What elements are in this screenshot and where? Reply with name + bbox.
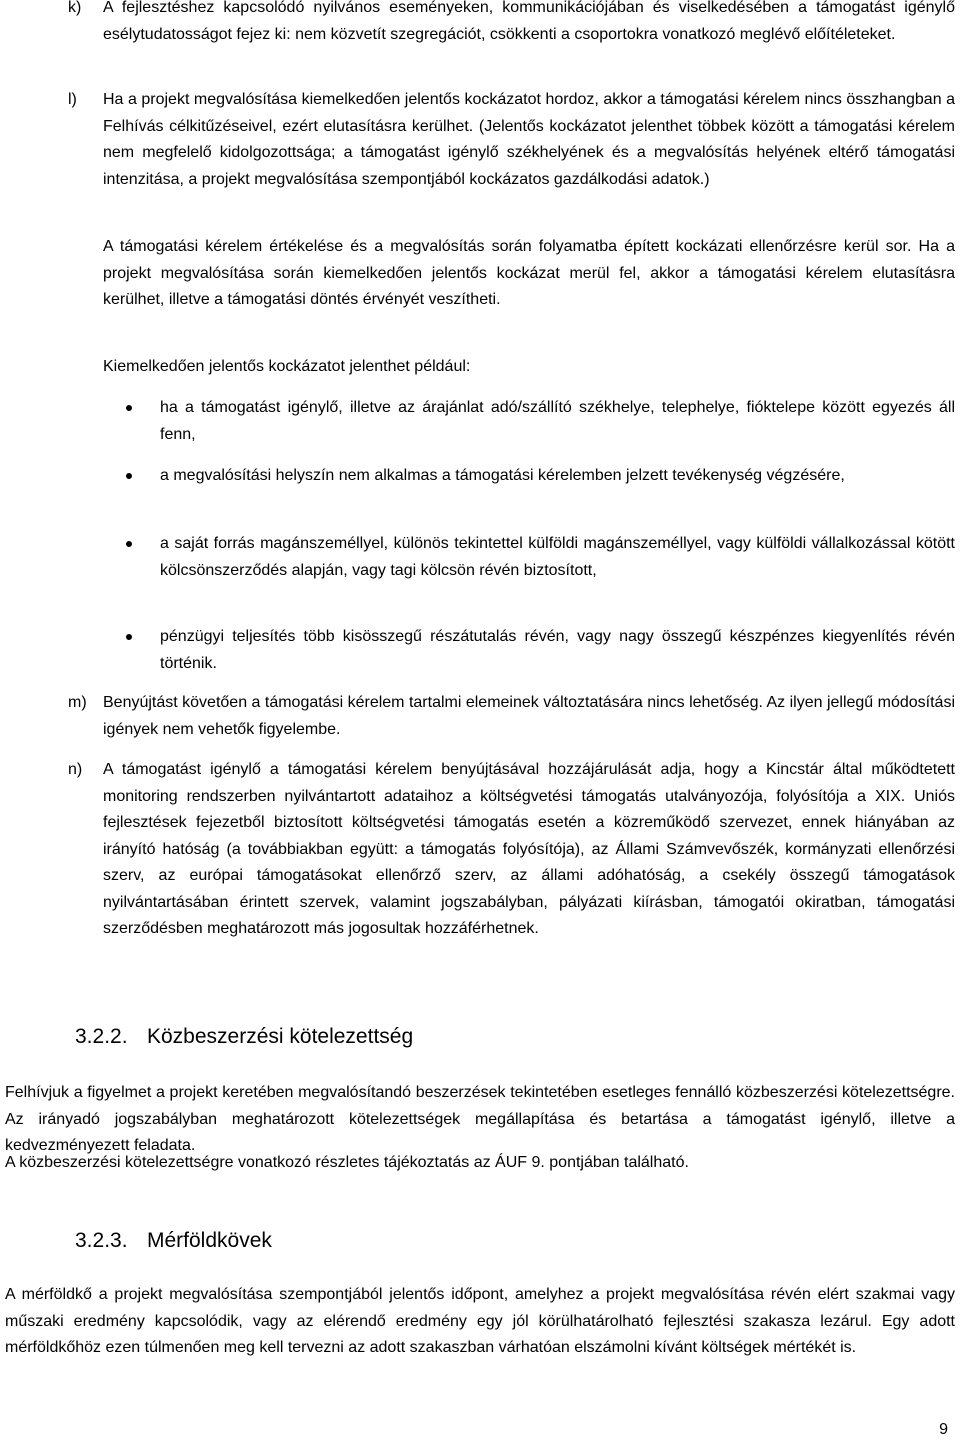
item-n-text: A támogatást igénylő a támogatási kérelem benyújtásával hozzájárulását adja, hogy a Kincstár által működtetett monitoring rendszerben nyilvántartott adataihoz a költségvetési támogatás utalványozója, folyósítója a XIX. Uniós fejlesztések fejezetből biztosított költségvetési támogatás esetén a közreműködő szervezet, ennek hiányában az irányító hatóság (a továbbiakban együtt: a támogatás folyósítója), az Állami Számvevőszék, kormányzati ellenőrzési szerv, az európai támogatásokat ellenőrző szerv, az állami adóhatóság, a csekély összegű támogatások nyilvántartásában érintett szervek, valamint jogszabályban, pályázati kiírásban, támogatói okiratban, támogatási szerződésben meghatározott más jogosultak hozzáférhetnek.: [103, 761, 955, 937]
section-title: Mérföldkövek: [147, 1229, 272, 1252]
section-number: 3.2.3.: [75, 1229, 128, 1252]
bullet-item: pénzügyi teljesítés több kisösszegű részátutalás révén, vagy nagy összegű készpénzes kiegyenlítés révén történik.: [160, 628, 955, 672]
bullet-dot: [126, 473, 132, 479]
item-l-text3: Kiemelkedően jelentős kockázatot jelenthet például:: [103, 358, 471, 375]
bullet-dot: [126, 634, 132, 640]
item-l-label: l): [68, 91, 77, 108]
bullet-item: a megvalósítási helyszín nem alkalmas a támogatási kérelemben jelzett tevékenység végzésére,: [160, 467, 845, 484]
bullet-item: ha a támogatást igénylő, illetve az árajánlat adó/szállító székhelye, telephelye, fióktelepe között egyezés áll fenn,: [160, 399, 955, 443]
section-heading-322: [75, 1023, 413, 1051]
section-322-paragraph-1: Felhívjuk a figyelmet a projekt keretében megvalósítandó beszerzések tekintetében esetleges fennálló közbeszerzési kötelezettségre. Az irányadó jogszabályban meghatározott kötelezettségek megállapítása és betartása a támogatást igénylő, illetve a kedvezményezett feladata.: [5, 1084, 955, 1154]
section-323-paragraph-1: A mérföldkő a projekt megvalósítása szempontjából jelentős időpont, amelyhez a projekt megvalósítása révén elért szakmai vagy műszaki eredmény kapcsolódik, vagy az elérendő eredmény egy jól körülhatárolható fejlesztési szakasza lezárul. Egy adott mérföldkőhöz ezen túlmenően meg kell tervezni az adott szakaszban várhatóan elszámolni kívánt költségek mértékét is.: [5, 1286, 955, 1356]
bullet-dot: [126, 405, 132, 411]
section-heading-323: [75, 1227, 272, 1255]
item-n-label: n): [68, 761, 83, 778]
section-title: Közbeszerzési kötelezettség: [147, 1025, 414, 1048]
item-m-text: Benyújtást követően a támogatási kérelem tartalmi elemeinek változtatására nincs lehetőség. Az ilyen jellegű módosítási igények nem vehetők figyelembe.: [103, 694, 956, 738]
bullet-dot: [126, 541, 132, 547]
page-number: 9: [939, 1421, 948, 1438]
item-l-text2: A támogatási kérelem értékelése és a megvalósítás során folyamatba épített kockázati ellenőrzésre kerül sor. Ha a projekt megvalósítása során kiemelkedően jelentős kockázat merül fel, akkor a támogatási kérelem elutasításra kerülhet, illetve a támogatási döntés érvényét veszítheti.: [103, 238, 955, 308]
item-l-text: Ha a projekt megvalósítása kiemelkedően jelentős kockázatot hordoz, akkor a támogatási kérelem nincs összhangban a Felhívás célkitűzéseivel, ezért elutasításra kerülhet. (Jelentős kockázatot jelenthet többek között a támogatási kérelem nem megfelelő kidolgozottsága; a támogatást igénylő székhelyének és a megvalósítás helyének eltérő támogatási intenzitása, a projekt megvalósítása szempontjából kockázatos gazdálkodási adatok.): [103, 91, 955, 188]
item-k-label: k): [68, 0, 82, 16]
section-number: 3.2.2.: [75, 1025, 128, 1048]
section-322-paragraph-2: A közbeszerzési kötelezettségre vonatkozó részletes tájékoztatás az ÁUF 9. pontjában található.: [5, 1154, 689, 1171]
item-m-label: m): [68, 694, 87, 711]
bullet-item: a saját forrás magánszeméllyel, különös tekintettel külföldi magánszeméllyel, vagy külföldi vállalkozással kötött kölcsönszerződés alapján, vagy tagi kölcsön révén biztosított,: [160, 535, 955, 579]
item-k-text: A fejlesztéshez kapcsolódó nyilvános eseményeken, kommunikációjában és viselkedésében a támogatást igénylő esélytudatosságot fejez ki: nem közvetít szegregációt, csökkenti a csoportokra vonatkozó meglévő előítéleteket.: [103, 0, 955, 43]
